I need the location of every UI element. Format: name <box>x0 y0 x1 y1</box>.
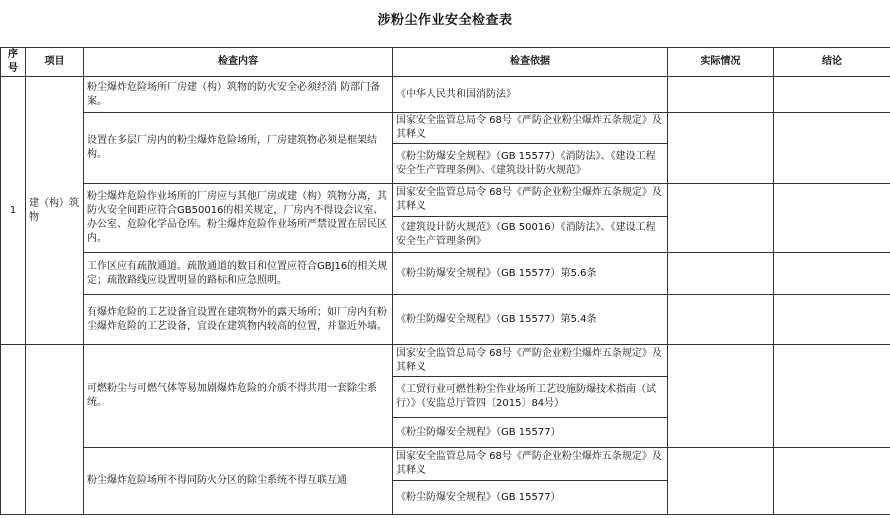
check-basis: 《工贸行业可燃性粉尘作业场所工艺设施防爆技术指南（试行）》（安监总厅管四〔2015〕84号） <box>393 377 668 418</box>
check-content: 粉尘爆炸危险作业场所的厂房应与其他厂房或建（构）筑物分离，其防火安全间距应符合GB50016的相关规定，厂房内不得设会议室、办公室、危险化学品仓库。粉尘爆炸危险作业场所严禁设置在居民区内。 <box>84 184 393 253</box>
header-item: 项目 <box>26 48 84 77</box>
table-row <box>1 295 890 345</box>
check-content: 可燃粉尘与可燃气体等易加剧爆炸危险的介质不得共用一套除尘系统。 <box>84 345 393 448</box>
document-title: 涉粉尘作业安全检查表 <box>377 13 513 28</box>
conclusion-cell[interactable] <box>774 253 890 295</box>
actual-cell[interactable] <box>668 448 774 515</box>
actual-cell[interactable] <box>668 253 774 295</box>
check-content: 粉尘爆炸危险场所不得同防火分区的除尘系统不得互联互通 <box>84 448 393 515</box>
check-content: 粉尘爆炸危险场所厂房建（构）筑物的防火安全必须经消 防部门备案。 <box>84 77 393 113</box>
header-actual: 实际情况 <box>668 48 774 77</box>
safety-checklist-table <box>0 47 890 515</box>
table-row <box>1 345 890 377</box>
check-basis: 《粉尘防爆安全规程》（GB 15577）第5.4条 <box>393 295 668 345</box>
check-basis: 《粉尘防爆安全规程》（GB 15577）第5.6条 <box>393 253 668 295</box>
actual-cell[interactable] <box>668 113 774 184</box>
check-basis: 《建筑设计防火规范》（GB 50016）《消防法》、《建设工程安全生产管理条例》 <box>393 217 668 253</box>
check-basis: 国家安全监管总局令 68号《严防企业粉尘爆炸五条规定》及其释义 <box>393 113 668 144</box>
conclusion-cell[interactable] <box>774 77 890 113</box>
check-basis: 《粉尘防爆安全规程》（GB 15577） <box>393 418 668 448</box>
check-basis: 国家安全监管总局令 68号《严防企业粉尘爆炸五条规定》及其释义 <box>393 448 668 481</box>
actual-cell[interactable] <box>668 345 774 448</box>
header-content: 检查内容 <box>84 48 393 77</box>
conclusion-cell[interactable] <box>774 184 890 253</box>
seq-cell: 1 <box>1 77 26 345</box>
check-basis: 《粉尘防爆安全规程》（GB 15577）《消防法》、《建设工程安全生产管理条例》、《建筑设计防火规范》 <box>393 144 668 184</box>
actual-cell[interactable] <box>668 295 774 345</box>
header-basis: 检查依据 <box>393 48 668 77</box>
check-basis: 《粉尘防爆安全规程》（GB 15577） <box>393 481 668 515</box>
table-row <box>1 253 890 295</box>
conclusion-cell[interactable] <box>774 113 890 184</box>
check-basis: 《中华人民共和国消防法》 <box>393 77 668 113</box>
actual-cell[interactable] <box>668 184 774 253</box>
item-cell: 建（构）筑物 <box>26 77 84 345</box>
table-row <box>1 448 890 481</box>
item-cell <box>26 345 84 515</box>
table-row <box>1 77 890 113</box>
check-basis: 国家安全监管总局令 68号《严防企业粉尘爆炸五条规定》及其释义 <box>393 345 668 377</box>
conclusion-cell[interactable] <box>774 295 890 345</box>
seq-cell <box>1 345 26 515</box>
conclusion-cell[interactable] <box>774 448 890 515</box>
check-basis: 国家安全监管总局令 68号《严防企业粉尘爆炸五条规定》及其释义 <box>393 184 668 217</box>
check-content: 设置在多层厂房内的粉尘爆炸危险场所，厂房建筑物必须是框架结构。 <box>84 113 393 184</box>
actual-cell[interactable] <box>668 77 774 113</box>
header-row <box>1 48 890 77</box>
conclusion-cell[interactable] <box>774 345 890 448</box>
header-seq: 序号 <box>1 48 26 77</box>
table-row <box>1 113 890 144</box>
header-conclusion: 结论 <box>774 48 890 77</box>
check-content: 有爆炸危险的工艺设备宜设置在建筑物外的露天场所；如厂房内有粉尘爆炸危险的工艺设备，宜设在建筑物内较高的位置，并靠近外墙。 <box>84 295 393 345</box>
table-row <box>1 184 890 217</box>
check-content: 工作区应有疏散通道。疏散通道的数目和位置应符合GBJ16的相关规定；疏散路线应设置明显的路标和应急照明。 <box>84 253 393 295</box>
